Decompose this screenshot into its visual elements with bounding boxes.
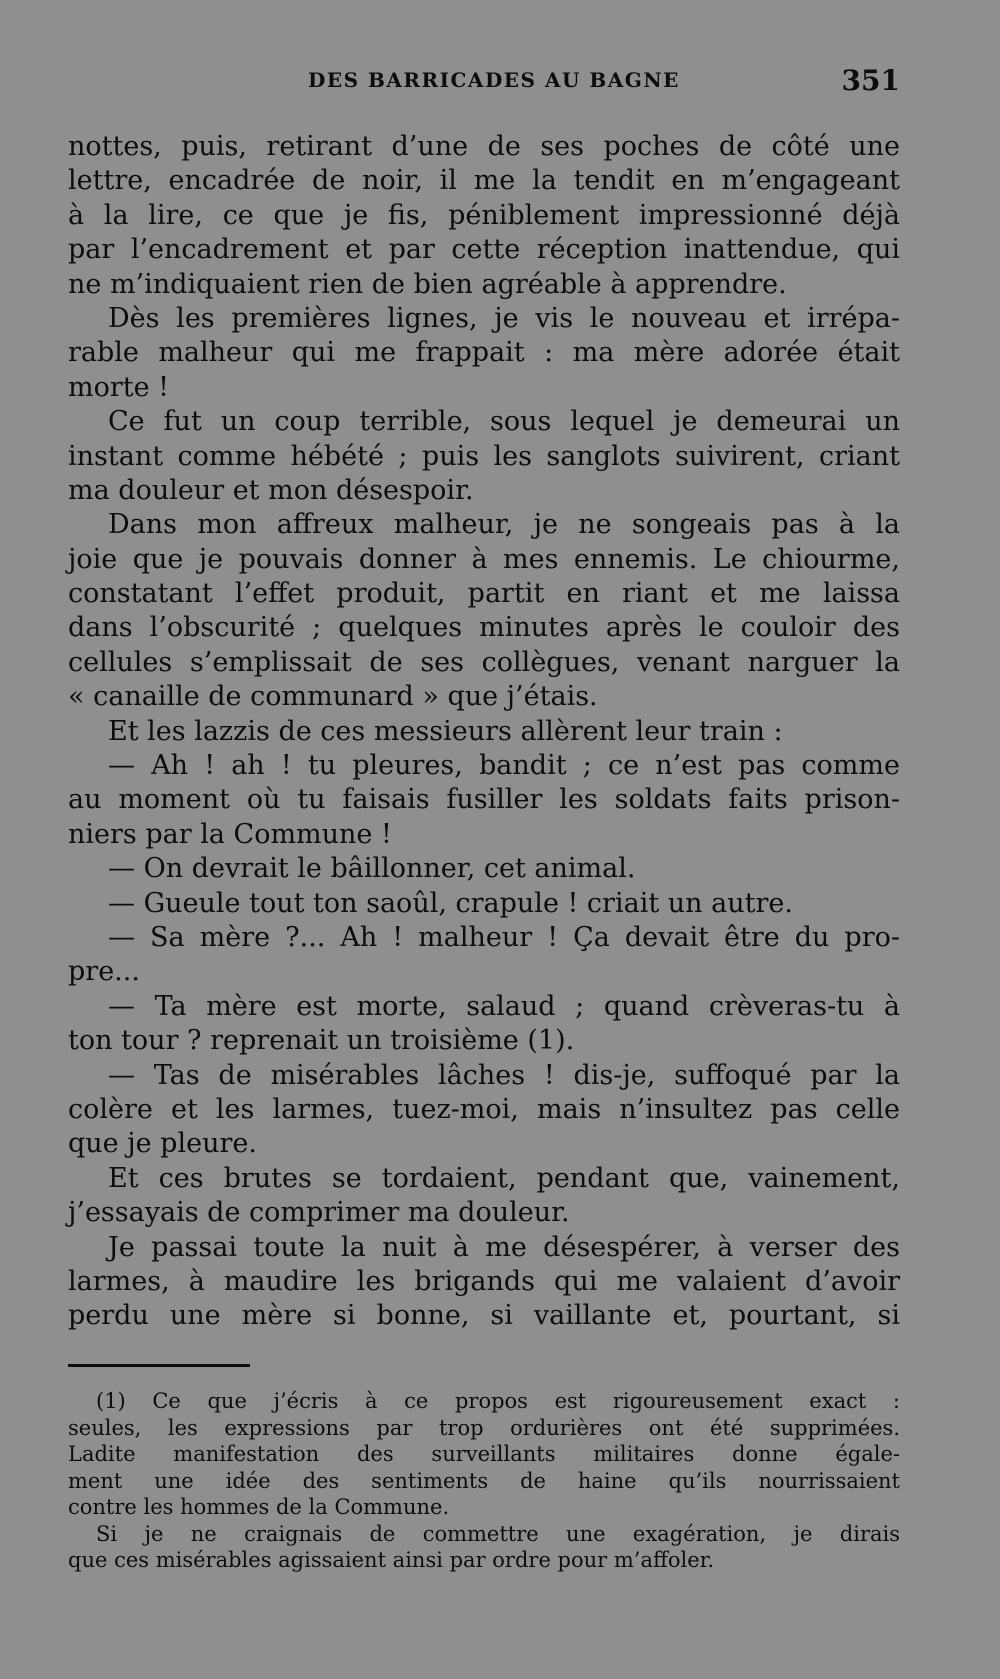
text-line: ton tour ? reprenait un troisième (1). bbox=[68, 1025, 575, 1057]
text-line: Et les lazzis de ces messieurs allèrent leur train : bbox=[108, 715, 783, 747]
body-text bbox=[68, 130, 900, 1334]
text-line: larmes, à maudire les brigands qui me valaient d’avoir bbox=[68, 1265, 900, 1297]
text-line: ma douleur et mon désespoir. bbox=[68, 474, 474, 506]
text-line: par l’encadrement et par cette réception inattendue, qui bbox=[68, 234, 900, 266]
text-line: cellules s’emplissait de ses collègues, venant narguer la bbox=[68, 646, 900, 678]
text-line: morte ! bbox=[68, 371, 170, 403]
text-line: joie que je pouvais donner à mes ennemis. Le chiourme, bbox=[68, 543, 900, 575]
text-line: Dans mon affreux malheur, je ne songeais pas à la bbox=[108, 509, 900, 541]
text-line: pre... bbox=[68, 956, 140, 988]
text-line: — Tas de misérables lâches ! dis-je, suffoqué par la bbox=[108, 1059, 900, 1091]
text-line: dans l’obscurité ; quelques minutes après le couloir des bbox=[68, 612, 900, 644]
text-line: — Ah ! ah ! tu pleures, bandit ; ce n’est pas comme bbox=[108, 750, 900, 782]
text-line: — Sa mère ?... Ah ! malheur ! Ça devait être du pro- bbox=[108, 921, 900, 953]
running-head: DES BARRICADES AU BAGNE bbox=[308, 68, 680, 92]
text-line: — On devrait le bâillonner, cet animal. bbox=[108, 853, 636, 885]
footnote-separator bbox=[68, 1364, 250, 1367]
text-line: « canaille de communard » que j’étais. bbox=[68, 681, 598, 713]
text-line: Dès les premières lignes, je vis le nouveau et irrépa- bbox=[108, 302, 900, 334]
text-line: Ce fut un coup terrible, sous lequel je demeurai un bbox=[108, 406, 900, 438]
footnote-line: Si je ne craignais de commettre une exagération, je dirais bbox=[96, 1521, 900, 1546]
text-line: Je passai toute la nuit à me désespérer, à verser des bbox=[108, 1231, 900, 1263]
footnote-line: seules, les expressions par trop ordurières ont été supprimées. bbox=[68, 1415, 900, 1440]
footnote-line: Ladite manifestation des surveillants militaires donne égale- bbox=[68, 1442, 900, 1466]
text-line: instant comme hébété ; puis les sanglots suivirent, criant bbox=[68, 440, 900, 472]
footnote-line: contre les hommes de la Commune. bbox=[68, 1495, 450, 1519]
text-line: que je pleure. bbox=[68, 1128, 257, 1160]
text-line: — Ta mère est morte, salaud ; quand crèveras-tu à bbox=[108, 990, 900, 1022]
text-line: au moment où tu faisais fusiller les soldats faits prison- bbox=[68, 784, 900, 816]
text-line: niers par la Commune ! bbox=[68, 818, 392, 850]
text-line: ne m’indiquaient rien de bien agréable à apprendre. bbox=[68, 268, 787, 300]
text-line: rable malheur qui me frappait : ma mère adorée était bbox=[68, 337, 900, 369]
footnote-line: (1) Ce que j’écris à ce propos est rigoureusement exact : bbox=[96, 1389, 900, 1413]
footnotes bbox=[68, 1388, 900, 1574]
text-line: colère et les larmes, tuez-moi, mais n’insultez pas celle bbox=[68, 1093, 900, 1125]
text-line: à la lire, ce que je fis, péniblement impressionné déjà bbox=[68, 199, 900, 231]
text-line: Et ces brutes se tordaient, pendant que, vainement, bbox=[108, 1162, 900, 1194]
page-number: 351 bbox=[841, 64, 900, 97]
text-line: j’essayais de comprimer ma douleur. bbox=[68, 1197, 570, 1229]
text-line: nottes, puis, retirant d’une de ses poches de côté une bbox=[68, 131, 900, 162]
text-line: constatant l’effet produit, partit en riant et me laissa bbox=[68, 578, 900, 610]
text-line: perdu une mère si bonne, si vaillante et, pourtant, si bbox=[68, 1300, 900, 1332]
footnote-line: que ces misérables agissaient ainsi par ordre pour m’affoler. bbox=[68, 1548, 715, 1572]
footnote-line: ment une idée des sentiments de haine qu’ils nourrissaient bbox=[68, 1468, 900, 1493]
page-header bbox=[68, 66, 900, 96]
text-line: — Gueule tout ton saoûl, crapule ! criait un autre. bbox=[108, 887, 793, 919]
text-line: lettre, encadrée de noir, il me la tendit en m’engageant bbox=[68, 165, 900, 197]
